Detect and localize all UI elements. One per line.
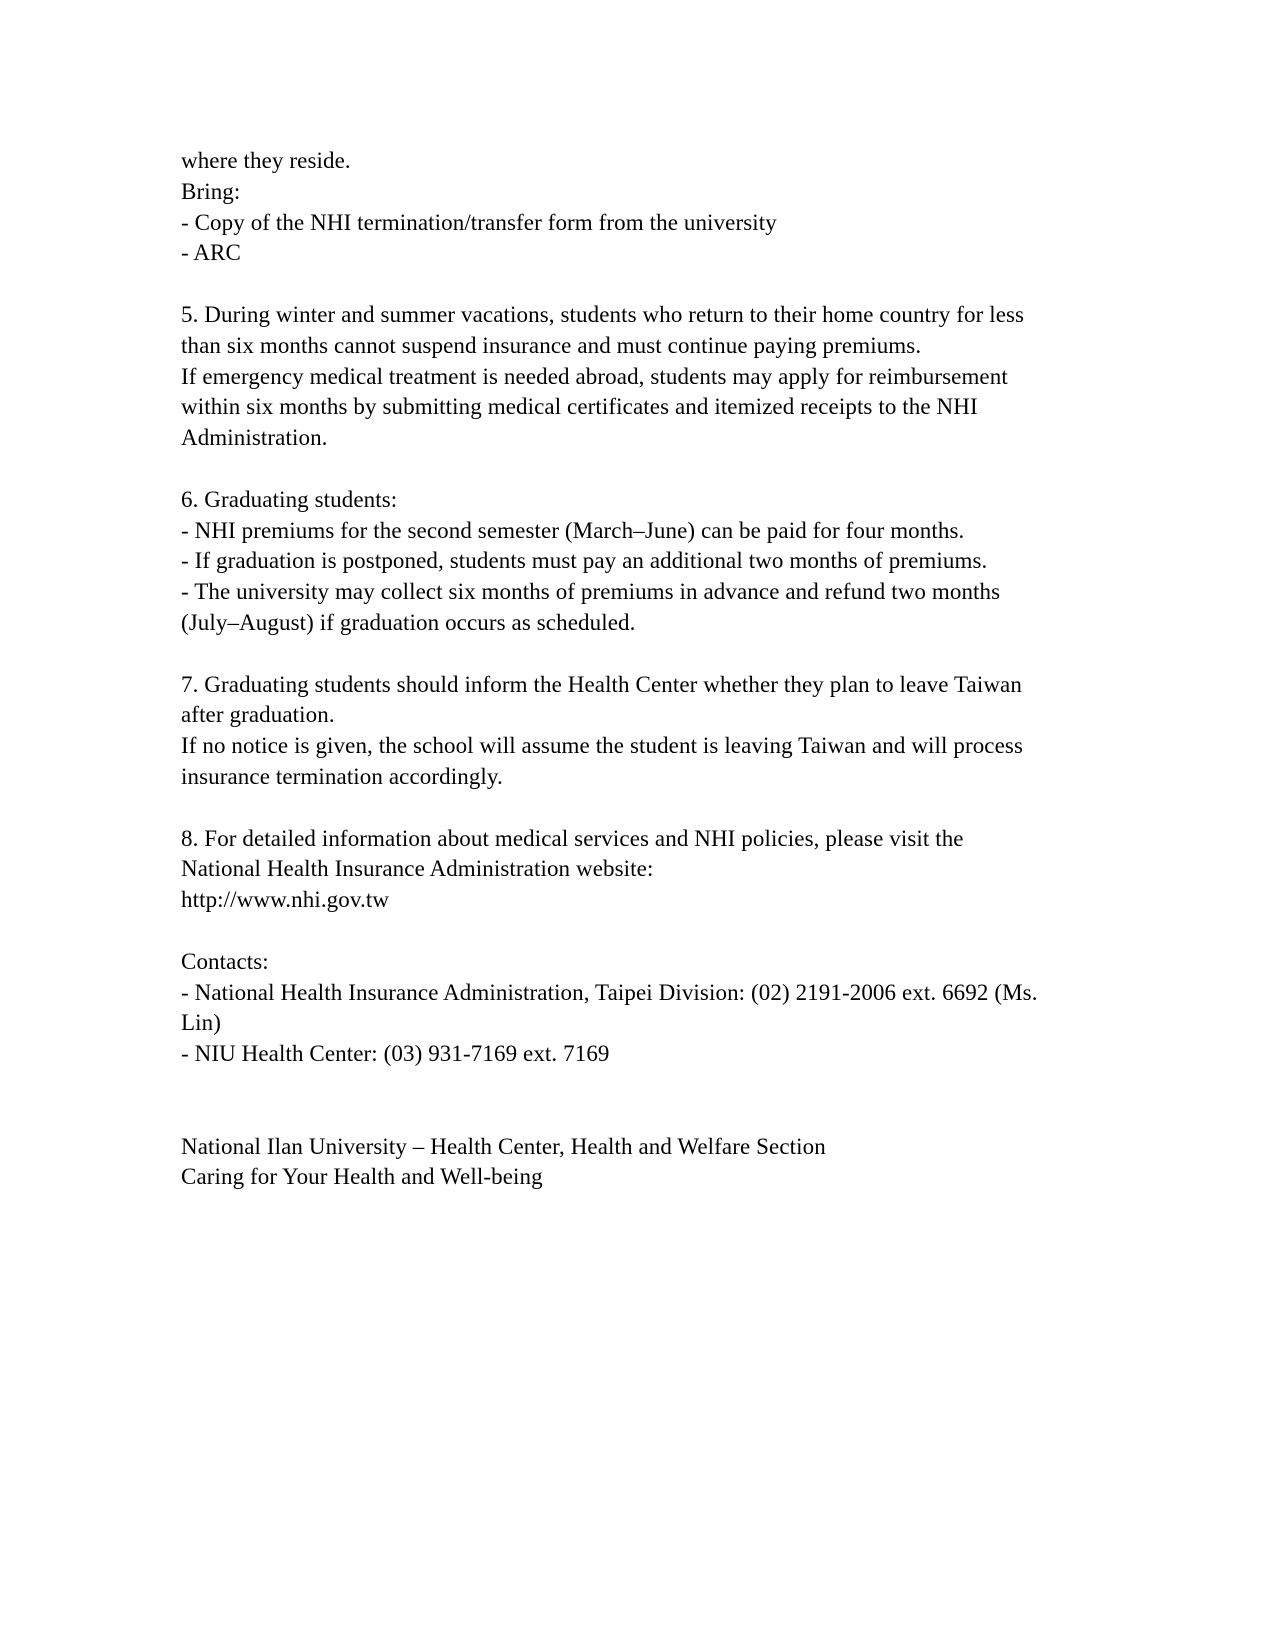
text-line: - National Health Insurance Administration, Taipei Division: (02) 2191-2006 ext. 6692 (Ms. (181, 979, 1038, 1005)
text-line: Administration. (181, 425, 328, 451)
text-line: after graduation. (181, 702, 335, 728)
text-line: National Health Insurance Administration website: (181, 856, 654, 882)
text-line: - NHI premiums for the second semester (March–June) can be paid for four months. (181, 517, 965, 543)
text-line: where they reside. (181, 148, 351, 173)
text-line: Contacts: (181, 948, 269, 974)
text-line: within six months by submitting medical certificates and itemized receipts to the NHI (181, 394, 978, 420)
text-line: Bring: (181, 178, 241, 204)
text-line: - Copy of the NHI termination/transfer form from the university (181, 209, 777, 235)
text-line: Lin) (181, 1010, 221, 1036)
text-line: National Ilan University – Health Center, Health and Welfare Section (181, 1133, 826, 1159)
text-line: - If graduation is postponed, students must pay an additional two months of premiums. (181, 548, 988, 574)
text-line: - The university may collect six months of premiums in advance and refund two months (181, 579, 1001, 605)
paragraph-item5-vacations (181, 300, 1121, 454)
paragraph-item8-website (181, 824, 1121, 916)
paragraph-item4-continuation (181, 146, 1121, 269)
text-line: insurance termination accordingly. (181, 763, 503, 789)
text-line: If no notice is given, the school will assume the student is leaving Taiwan and will process (181, 733, 1024, 759)
text-line: - ARC (181, 240, 241, 266)
text-line: (July–August) if graduation occurs as scheduled. (181, 609, 636, 635)
text-line: 8. For detailed information about medical services and NHI policies, please visit the (181, 825, 964, 851)
nhi-website-url: http://www.nhi.gov.tw (181, 887, 390, 913)
paragraph-item6-graduating (181, 485, 1121, 639)
text-line: - NIU Health Center: (03) 931-7169 ext. 7169 (181, 1041, 610, 1067)
paragraph-signature (181, 1132, 1121, 1194)
text-line: 7. Graduating students should inform the Health Center whether they plan to leave Taiwan (181, 671, 1022, 697)
paragraph-item7-inform-health-center (181, 670, 1121, 793)
document-body-text (181, 146, 1121, 1193)
text-line: than six months cannot suspend insurance and must continue paying premiums. (181, 332, 922, 358)
text-line: If emergency medical treatment is needed abroad, students may apply for reimbursement (181, 363, 1008, 389)
text-line: 6. Graduating students: (181, 486, 398, 512)
text-line: Caring for Your Health and Well-being (181, 1164, 543, 1190)
text-line: 5. During winter and summer vacations, students who return to their home country for less (181, 301, 1025, 327)
paragraph-contacts (181, 947, 1121, 1070)
